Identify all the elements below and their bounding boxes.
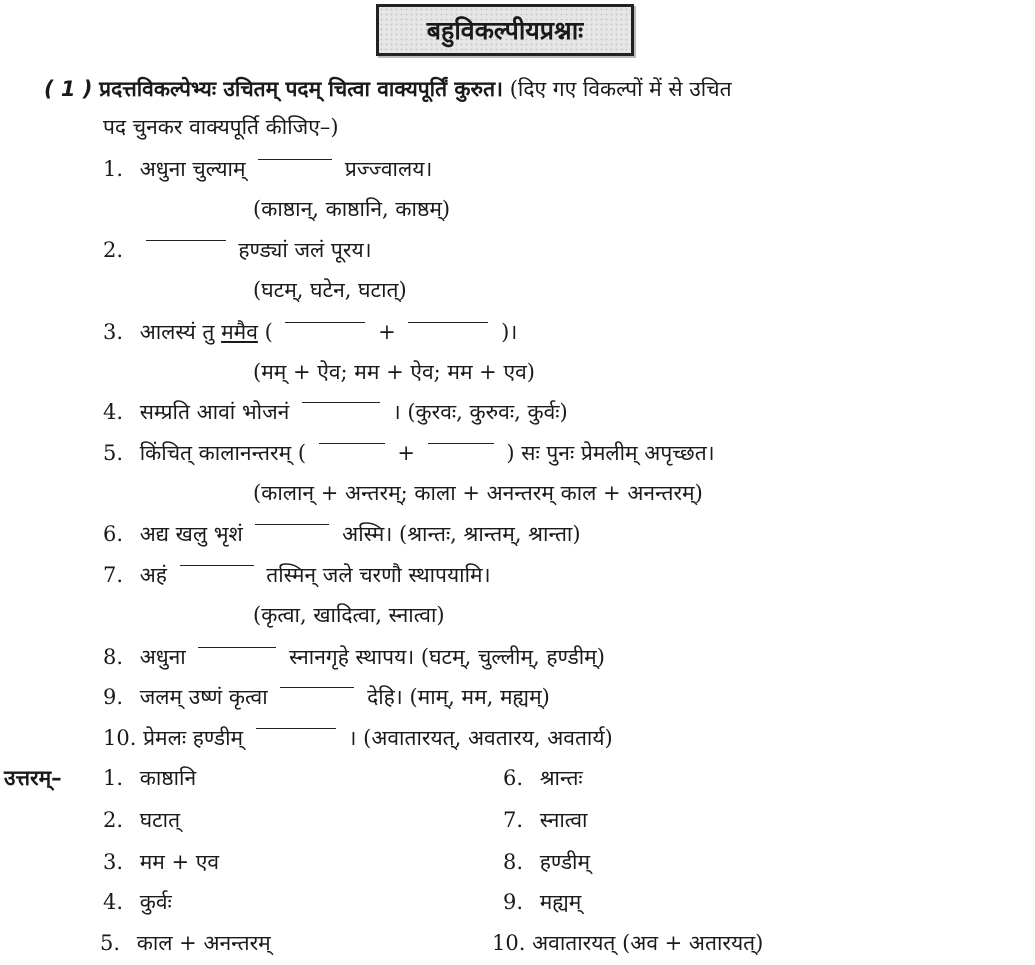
options-text: (काष्ठान्, काष्ठानि, काष्ठम्)	[253, 197, 451, 221]
item-number: 8.	[103, 645, 124, 669]
answer-9: 9. मह्यम्	[503, 890, 582, 914]
item-number: 2.	[103, 238, 124, 262]
answer-blank	[258, 159, 332, 160]
item-text-after: स्नानगृहे स्थापय। (घटम्, चुल्लीम्, हण्डीम्)	[289, 645, 605, 669]
options-text: (घटम्, घटेन, घटात्)	[253, 278, 407, 302]
item-text-before: किंचित् कालानन्तरम् (	[139, 441, 307, 465]
answer-blank	[428, 443, 494, 444]
item-text-after: अस्मि। (श्रान्तः, श्रान्तम्, श्रान्ता)	[342, 522, 581, 546]
open-paren: (	[264, 320, 273, 344]
item-5-options	[253, 478, 703, 508]
question-instruction-line-1	[44, 74, 732, 104]
plus-sign: +	[378, 320, 396, 344]
item-text-before: अद्य खलु भृशं	[139, 522, 243, 546]
answer-blank	[256, 728, 336, 729]
item-3-options	[253, 357, 535, 387]
item-number: 4.	[103, 400, 124, 424]
answer-3: 3. मम + एव	[103, 850, 220, 874]
item-10	[103, 723, 613, 753]
item-text-after: तस्मिन् जले चरणौ स्थापयामि।	[266, 563, 491, 587]
options-text: (कालान् + अन्तरम्; काला + अनन्तरम् काल + अनन्तरम्)	[253, 481, 703, 505]
item-1-options	[253, 194, 450, 224]
underlined-word: ममैव	[221, 320, 258, 344]
item-1	[103, 154, 432, 184]
instruction-sanskrit: प्रदत्तविकल्पेभ्यः उचितम् पदम् चित्वा वाक्यपूर्तिं कुरुत।	[99, 77, 504, 101]
item-text-after: ) सः पुनः प्रेमलीम् अपृच्छत।	[506, 441, 715, 465]
section-title: बहुविकल्पीयप्रश्नाः	[376, 4, 634, 56]
item-number: 3.	[103, 320, 124, 344]
question-instruction-line-2	[103, 112, 339, 142]
plus-sign: +	[397, 441, 416, 465]
item-text-before: अहं	[139, 563, 167, 587]
item-text-before: सम्प्रति आवां भोजनं	[139, 400, 290, 424]
item-number: 10.	[103, 726, 137, 750]
item-number: 1.	[103, 157, 124, 181]
answer-blank	[285, 322, 365, 323]
answer-blank	[255, 524, 329, 525]
item-7	[103, 560, 491, 590]
item-2	[103, 235, 372, 265]
instruction-hindi-continued: पद चुनकर वाक्यपूर्ति कीजिए–)	[103, 115, 339, 139]
answer-10: 10. अवातारयत् (अव + अतारयत्)	[492, 931, 764, 955]
answer-blank	[302, 402, 380, 403]
answer-8: 8. हण्डीम्	[503, 850, 591, 874]
answers-label	[4, 763, 62, 793]
item-text-after: हण्ड्यां जलं पूरय।	[238, 238, 372, 262]
item-text-after: प्रज्ज्वालय।	[344, 157, 433, 181]
item-number: 7.	[103, 563, 124, 587]
options-text: (कृत्वा, खादित्वा, स्नात्वा)	[253, 603, 445, 627]
instruction-hindi: (दिए गए विकल्पों में से उचित	[509, 77, 732, 101]
answer-blank	[198, 647, 276, 648]
answer-6: 6. श्रान्तः	[503, 766, 583, 790]
answer-5: 5. काल + अनन्तरम्	[100, 931, 271, 955]
item-4	[103, 397, 568, 427]
item-text-before: अधुना चुल्याम्	[139, 157, 246, 181]
item-text-after: देहि। (माम्, मम, मह्यम्)	[367, 685, 550, 709]
answer-2: 2. घटात्	[103, 808, 181, 832]
item-5	[103, 438, 715, 468]
item-number: 6.	[103, 522, 124, 546]
item-8	[103, 642, 605, 672]
answer-1: 1. काष्ठानि	[103, 766, 197, 790]
item-text-before: प्रेमलः हण्डीम्	[143, 726, 244, 750]
item-7-options	[253, 600, 445, 630]
answer-blank	[408, 322, 488, 323]
close-paren: )।	[501, 320, 518, 344]
answer-4: 4. कुर्वः	[103, 890, 172, 914]
item-text-after: । (कुरवः, कुरुवः, कुर्वः)	[392, 400, 568, 424]
item-6	[103, 519, 581, 549]
item-number: 9.	[103, 685, 124, 709]
item-9	[103, 682, 550, 712]
item-2-options	[253, 275, 407, 305]
item-number: 5.	[103, 441, 124, 465]
item-text-before: जलम् उष्णं कृत्वा	[139, 685, 268, 709]
item-text-before: आलस्यं तु	[139, 320, 215, 344]
question-number: ( 1 )	[44, 77, 93, 101]
item-3	[103, 317, 517, 347]
options-text: (मम् + ऐव; मम + ऐव; मम + एव)	[253, 360, 535, 384]
answers-heading: उत्तरम्–	[4, 766, 62, 790]
answer-blank	[180, 565, 254, 566]
item-text-before: अधुना	[139, 645, 186, 669]
item-text-after: । (अवातारयत्, अवतारय, अवतार्य)	[348, 726, 613, 750]
answer-blank	[146, 240, 226, 241]
answer-blank	[319, 443, 385, 444]
answer-7: 7. स्नात्वा	[503, 808, 588, 832]
answer-blank	[280, 687, 354, 688]
